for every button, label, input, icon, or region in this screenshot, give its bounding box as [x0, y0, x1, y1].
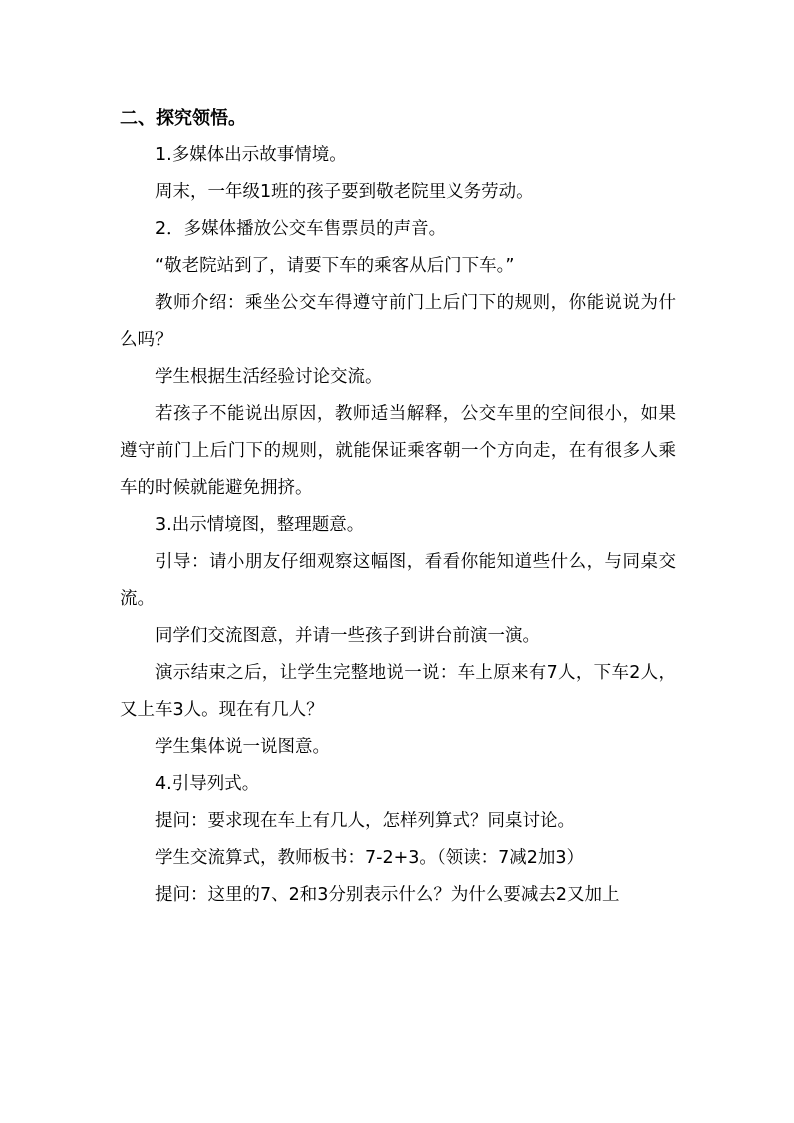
paragraph-guide: 引导：请小朋友仔细观察这幅图，看看你能知道些什么，与同桌交流。 [120, 552, 676, 609]
paragraph-step-2: 2．多媒体播放公交车售票员的声音。 [155, 219, 447, 239]
paragraph-step-3: 3.出示情境图，整理题意。 [155, 515, 365, 535]
paragraph-discussion: 学生根据生活经验讨论交流。 [155, 367, 383, 387]
paragraph-formula: 学生交流算式，教师板书：7-2+3。（领读：7减2加3） [155, 848, 585, 868]
document-body [120, 100, 676, 914]
paragraph-retell: 演示结束之后，让学生完整地说一说：车上原来有7人，下车2人，又上车3人。现在有几人？ [120, 663, 676, 720]
paragraph-explanation: 若孩子不能说出原因，教师适当解释，公交车里的空间很小，如果遵守前门上后门下的规则，就能保证乘客朝一个方向走，在有很多人乘车的时候就能避免拥挤。 [120, 404, 676, 498]
paragraph-act-out: 同学们交流图意，并请一些孩子到讲台前演一演。 [155, 626, 540, 646]
paragraph-step-1: 1.多媒体出示故事情境。 [155, 145, 347, 165]
paragraph-group-retell: 学生集体说一说图意。 [155, 737, 330, 757]
paragraph-step-4: 4.引导列式。 [155, 774, 260, 794]
paragraph-follow-up: 提问：这里的7、2和3分别表示什么？为什么要减去2又加上 [155, 885, 620, 905]
section-heading: 二、探究领悟。 [120, 108, 246, 129]
paragraph-teacher-intro: 教师介绍：乘坐公交车得遵守前门上后门下的规则，你能说说为什么吗？ [120, 293, 676, 350]
paragraph-story: 周末，一年级1班的孩子要到敬老院里义务劳动。 [155, 182, 534, 202]
paragraph-question: 提问：要求现在车上有几人，怎样列算式？同桌讨论。 [155, 811, 575, 831]
paragraph-quote: “敬老院站到了，请要下车的乘客从后门下车。” [155, 256, 515, 276]
